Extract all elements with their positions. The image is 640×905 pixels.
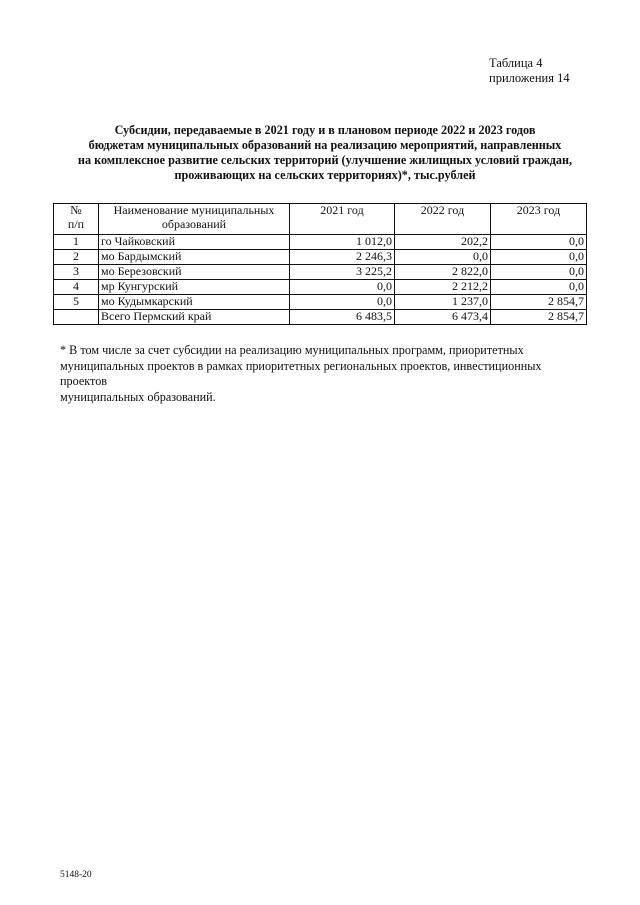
table-row bbox=[54, 235, 587, 250]
header-name: Наименование муниципальных образований bbox=[99, 204, 290, 235]
table-header-row bbox=[54, 204, 587, 235]
cell-name: мр Кунгурский bbox=[99, 280, 290, 295]
table-total-row bbox=[54, 310, 587, 325]
subsidies-table bbox=[53, 203, 587, 325]
title-line: бюджетам муниципальных образований на реализацию мероприятий, направленных bbox=[88, 138, 562, 152]
document-code: 5148-20 bbox=[60, 870, 92, 880]
header-2023: 2023 год bbox=[491, 204, 587, 235]
cell-2023: 2 854,7 bbox=[491, 310, 587, 325]
table-row bbox=[54, 295, 587, 310]
cell-name: мо Бардымский bbox=[99, 250, 290, 265]
cell-2021: 1 012,0 bbox=[290, 235, 395, 250]
cell-num: 1 bbox=[54, 235, 99, 250]
cell-name: мо Березовский bbox=[99, 265, 290, 280]
table-row bbox=[54, 280, 587, 295]
table-row bbox=[54, 250, 587, 265]
header-2021: 2021 год bbox=[290, 204, 395, 235]
header-2022: 2022 год bbox=[395, 204, 491, 235]
cell-2023: 2 854,7 bbox=[491, 295, 587, 310]
cell-name: Всего Пермский край bbox=[99, 310, 290, 325]
cell-num: 2 bbox=[54, 250, 99, 265]
cell-2021: 0,0 bbox=[290, 295, 395, 310]
caption-table-number: Таблица 4 bbox=[489, 56, 543, 70]
cell-2022: 2 212,2 bbox=[395, 280, 491, 295]
cell-2022: 202,2 bbox=[395, 235, 491, 250]
footnote-line: муниципальных проектов в рамках приоритетных региональных проектов, инвестиционных проектов bbox=[60, 358, 542, 388]
caption-appendix: приложения 14 bbox=[489, 71, 570, 85]
title-line: на комплексное развитие сельских территорий (улучшение жилищных условий граждан, bbox=[77, 153, 573, 167]
title-line: проживающих на сельских территориях)*, тыс.рублей bbox=[174, 168, 476, 182]
cell-name: мо Кудымкарский bbox=[99, 295, 290, 310]
footnote bbox=[60, 343, 590, 405]
cell-2022: 0,0 bbox=[395, 250, 491, 265]
cell-2022: 1 237,0 bbox=[395, 295, 491, 310]
header-num: № п/п bbox=[54, 204, 99, 235]
cell-name: го Чайковский bbox=[99, 235, 290, 250]
cell-2021: 0,0 bbox=[290, 280, 395, 295]
cell-2021: 2 246,3 bbox=[290, 250, 395, 265]
cell-num: 4 bbox=[54, 280, 99, 295]
cell-2023: 0,0 bbox=[491, 250, 587, 265]
table-caption bbox=[489, 56, 570, 86]
cell-num: 5 bbox=[54, 295, 99, 310]
cell-2022: 2 822,0 bbox=[395, 265, 491, 280]
cell-2023: 0,0 bbox=[491, 265, 587, 280]
title-line: Субсидии, передаваемые в 2021 году и в плановом периоде 2022 и 2023 годов bbox=[114, 123, 536, 137]
cell-2023: 0,0 bbox=[491, 235, 587, 250]
cell-num bbox=[54, 310, 99, 325]
cell-2022: 6 473,4 bbox=[395, 310, 491, 325]
document-title bbox=[60, 123, 590, 183]
footnote-line: муниципальных образований. bbox=[60, 389, 216, 404]
cell-num: 3 bbox=[54, 265, 99, 280]
footnote-line: * В том числе за счет субсидии на реализацию муниципальных программ, приоритетных bbox=[60, 343, 524, 357]
cell-2023: 0,0 bbox=[491, 280, 587, 295]
table-row bbox=[54, 265, 587, 280]
cell-2021: 6 483,5 bbox=[290, 310, 395, 325]
cell-2021: 3 225,2 bbox=[290, 265, 395, 280]
